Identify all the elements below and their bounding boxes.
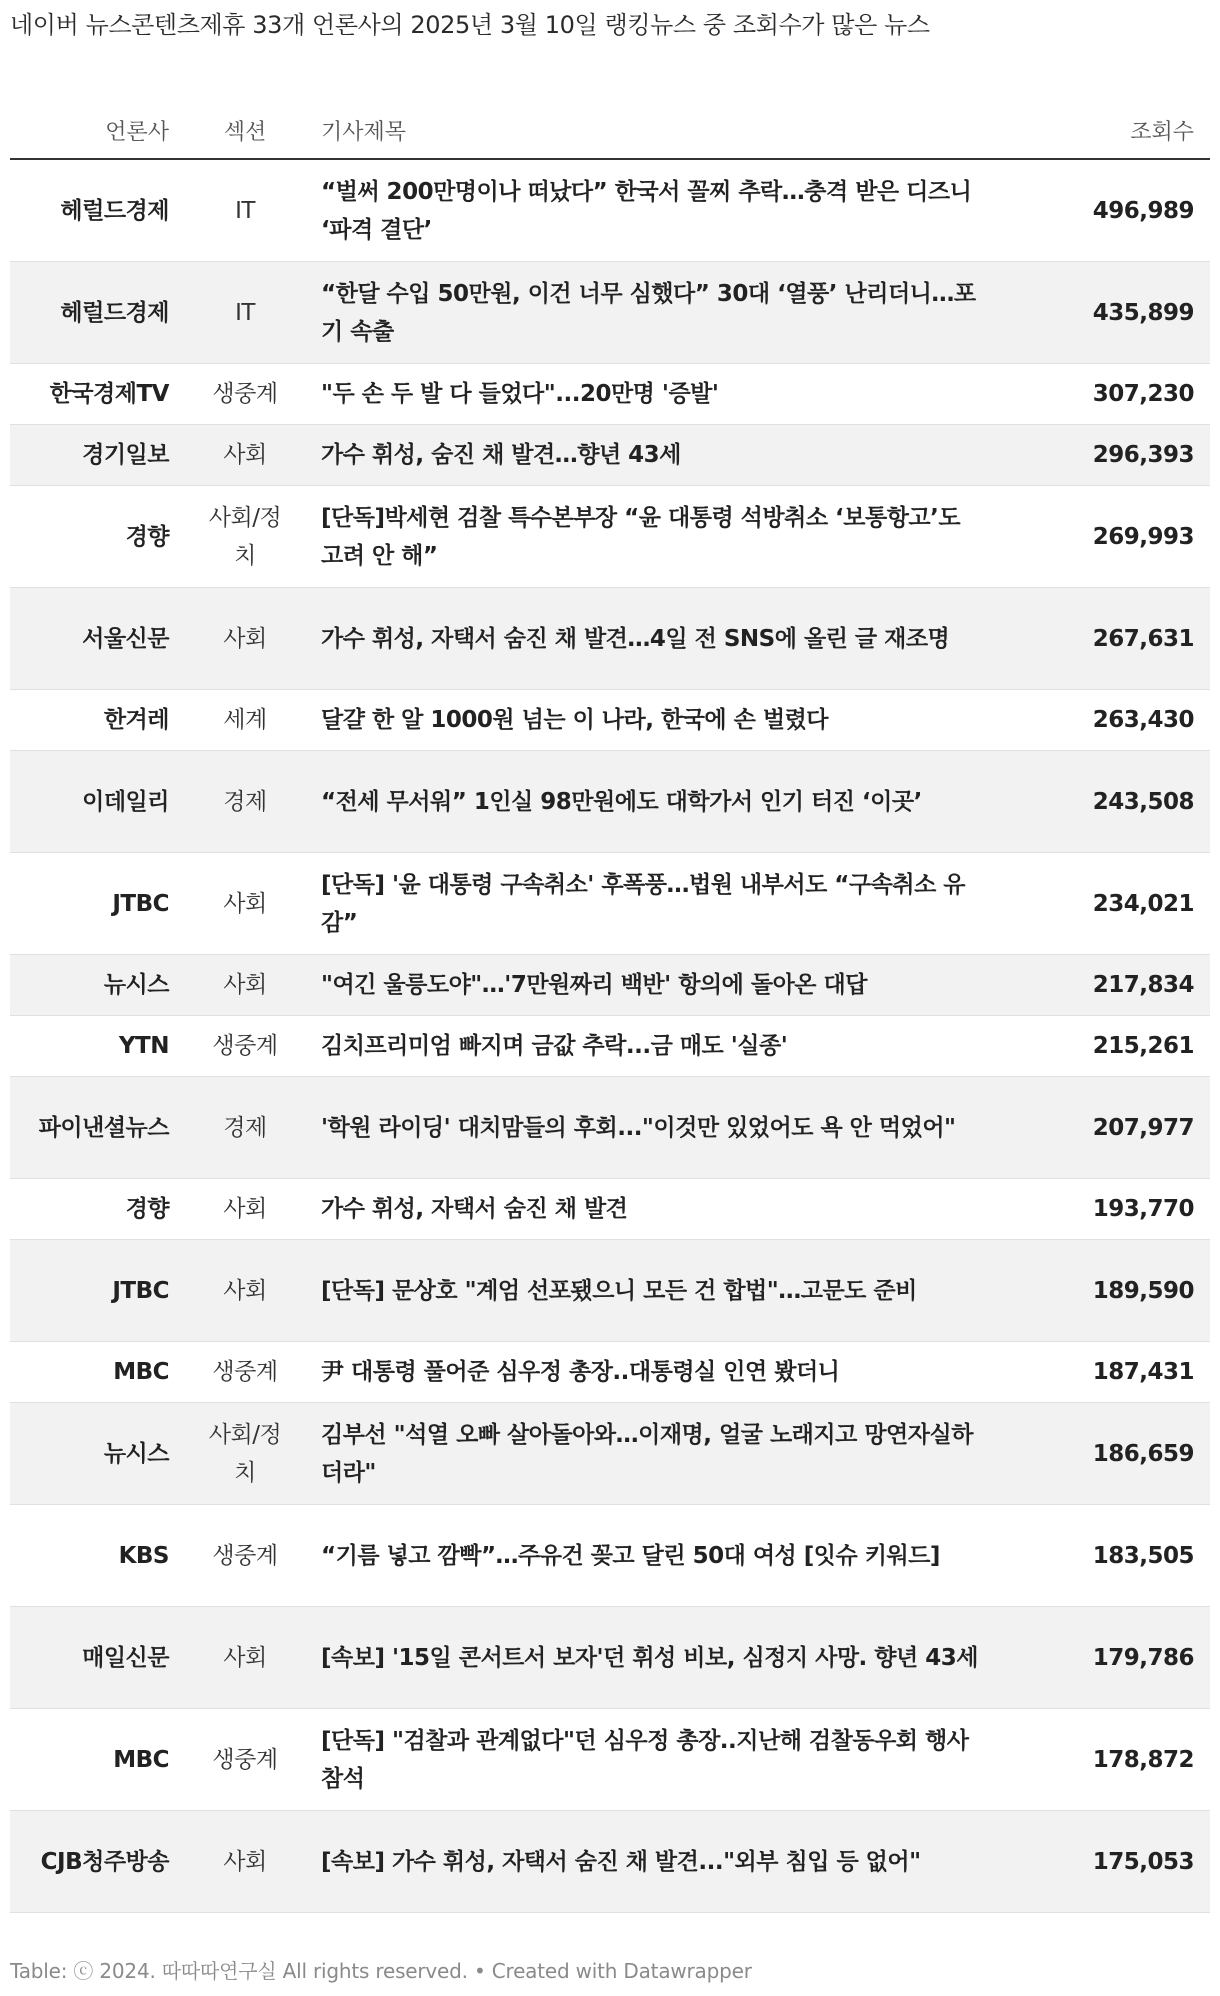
cell-publisher: 한겨레 <box>10 690 185 751</box>
cell-headline: “기름 넣고 깜빡”…주유건 꽂고 달린 50대 여성 [잇슈 키워드] <box>305 1505 1005 1607</box>
cell-publisher: 헤럴드경제 <box>10 159 185 262</box>
cell-headline: 가수 휘성, 자택서 숨진 채 발견 <box>305 1179 1005 1240</box>
cell-views: 496,989 <box>1005 159 1210 262</box>
cell-publisher: 이데일리 <box>10 751 185 853</box>
table-header-row <box>10 102 1210 159</box>
table-footer-credit: Table: ⓒ 2024. 따따따연구실 All rights reserved. • Created with Datawrapper <box>10 1959 752 1983</box>
cell-views: 215,261 <box>1005 1016 1210 1077</box>
table-row <box>10 1709 1210 1811</box>
cell-headline: 달걀 한 알 1000원 넘는 이 나라, 한국에 손 벌렸다 <box>305 690 1005 751</box>
cell-publisher: 매일신문 <box>10 1607 185 1709</box>
cell-section: 경제 <box>185 1077 305 1179</box>
cell-publisher: KBS <box>10 1505 185 1607</box>
table-row <box>10 955 1210 1016</box>
cell-section: 생중계 <box>185 364 305 425</box>
column-header-views[interactable]: 조회수 <box>1005 102 1210 159</box>
table-row <box>10 1016 1210 1077</box>
cell-section: 생중계 <box>185 1709 305 1811</box>
table-row <box>10 588 1210 690</box>
cell-views: 186,659 <box>1005 1403 1210 1505</box>
cell-headline: "두 손 두 발 다 들었다"...20만명 '증발' <box>305 364 1005 425</box>
table-row <box>10 262 1210 364</box>
cell-views: 179,786 <box>1005 1607 1210 1709</box>
cell-section: 사회 <box>185 955 305 1016</box>
cell-publisher: YTN <box>10 1016 185 1077</box>
cell-headline: [속보] '15일 콘서트서 보자'던 휘성 비보, 심정지 사망. 향년 43세 <box>305 1607 1005 1709</box>
cell-headline: [속보] 가수 휘성, 자택서 숨진 채 발견..."외부 침입 등 없어" <box>305 1811 1005 1913</box>
cell-section: IT <box>185 262 305 364</box>
cell-section: 경제 <box>185 751 305 853</box>
table-row <box>10 853 1210 955</box>
table-row <box>10 159 1210 262</box>
table-row <box>10 364 1210 425</box>
cell-publisher: JTBC <box>10 853 185 955</box>
cell-views: 175,053 <box>1005 1811 1210 1913</box>
table-row <box>10 1811 1210 1913</box>
cell-views: 187,431 <box>1005 1342 1210 1403</box>
cell-section: 사회 <box>185 1240 305 1342</box>
cell-headline: “벌써 200만명이나 떠났다” 한국서 꼴찌 추락…충격 받은 디즈니 ‘파격 결단’ <box>305 159 1005 262</box>
cell-publisher: CJB청주방송 <box>10 1811 185 1913</box>
cell-headline: [단독] 문상호 "계엄 선포됐으니 모든 건 합법"…고문도 준비 <box>305 1240 1005 1342</box>
ranking-news-table <box>10 102 1210 1913</box>
cell-publisher: 한국경제TV <box>10 364 185 425</box>
table-row <box>10 690 1210 751</box>
cell-views: 193,770 <box>1005 1179 1210 1240</box>
cell-views: 296,393 <box>1005 425 1210 486</box>
cell-views: 267,631 <box>1005 588 1210 690</box>
cell-publisher: 파이낸셜뉴스 <box>10 1077 185 1179</box>
cell-views: 307,230 <box>1005 364 1210 425</box>
cell-headline: 가수 휘성, 자택서 숨진 채 발견…4일 전 SNS에 올린 글 재조명 <box>305 588 1005 690</box>
cell-publisher: 서울신문 <box>10 588 185 690</box>
table-row <box>10 1240 1210 1342</box>
cell-publisher: 경향 <box>10 1179 185 1240</box>
table-row <box>10 1342 1210 1403</box>
cell-publisher: 뉴시스 <box>10 955 185 1016</box>
cell-publisher: 뉴시스 <box>10 1403 185 1505</box>
cell-headline: [단독] "검찰과 관계없다"던 심우정 총장..지난해 검찰동우회 행사 참석 <box>305 1709 1005 1811</box>
table-row <box>10 1607 1210 1709</box>
cell-section: 사회 <box>185 1179 305 1240</box>
cell-views: 243,508 <box>1005 751 1210 853</box>
cell-views: 269,993 <box>1005 486 1210 588</box>
column-header-headline[interactable]: 기사제목 <box>305 102 1005 159</box>
cell-section: 세계 <box>185 690 305 751</box>
cell-views: 178,872 <box>1005 1709 1210 1811</box>
cell-headline: “전세 무서워” 1인실 98만원에도 대학가서 인기 터진 ‘이곳’ <box>305 751 1005 853</box>
table-row <box>10 486 1210 588</box>
cell-views: 435,899 <box>1005 262 1210 364</box>
cell-headline: “한달 수입 50만원, 이건 너무 심했다” 30대 ‘열풍’ 난리더니…포기 속출 <box>305 262 1005 364</box>
cell-publisher: 경향 <box>10 486 185 588</box>
column-header-publisher[interactable]: 언론사 <box>10 102 185 159</box>
cell-publisher: JTBC <box>10 1240 185 1342</box>
cell-section: 사회/정치 <box>185 486 305 588</box>
cell-publisher: 경기일보 <box>10 425 185 486</box>
cell-section: 사회 <box>185 853 305 955</box>
cell-section: 사회 <box>185 1607 305 1709</box>
cell-views: 183,505 <box>1005 1505 1210 1607</box>
cell-headline: [단독]박세현 검찰 특수본부장 “윤 대통령 석방취소 ‘보통항고’도 고려 안 해” <box>305 486 1005 588</box>
cell-headline: 김치프리미엄 빠지며 금값 추락...금 매도 '실종' <box>305 1016 1005 1077</box>
cell-section: 생중계 <box>185 1505 305 1607</box>
cell-headline: 尹 대통령 풀어준 심우정 총장..대통령실 인연 봤더니 <box>305 1342 1005 1403</box>
cell-publisher: MBC <box>10 1709 185 1811</box>
cell-section: IT <box>185 159 305 262</box>
table-row <box>10 1077 1210 1179</box>
cell-section: 사회/정치 <box>185 1403 305 1505</box>
cell-publisher: 헤럴드경제 <box>10 262 185 364</box>
cell-views: 234,021 <box>1005 853 1210 955</box>
table-row <box>10 425 1210 486</box>
cell-headline: 김부선 "석열 오빠 살아돌아와…이재명, 얼굴 노래지고 망연자실하더라" <box>305 1403 1005 1505</box>
cell-section: 생중계 <box>185 1342 305 1403</box>
cell-views: 263,430 <box>1005 690 1210 751</box>
cell-section: 사회 <box>185 588 305 690</box>
cell-headline: "여긴 울릉도야"…'7만원짜리 백반' 항의에 돌아온 대답 <box>305 955 1005 1016</box>
table-row <box>10 1505 1210 1607</box>
cell-section: 생중계 <box>185 1016 305 1077</box>
cell-section: 사회 <box>185 1811 305 1913</box>
table-row <box>10 1403 1210 1505</box>
cell-headline: 가수 휘성, 숨진 채 발견…향년 43세 <box>305 425 1005 486</box>
table-row <box>10 751 1210 853</box>
cell-section: 사회 <box>185 425 305 486</box>
table-row <box>10 1179 1210 1240</box>
table-body <box>10 159 1210 1913</box>
cell-publisher: MBC <box>10 1342 185 1403</box>
table-title: 네이버 뉴스콘텐츠제휴 33개 언론사의 2025년 3월 10일 랭킹뉴스 중 조회수가 많은 뉴스 <box>10 11 930 39</box>
cell-headline: [단독] '윤 대통령 구속취소' 후폭풍…법원 내부서도 “구속취소 유감” <box>305 853 1005 955</box>
cell-headline: '학원 라이딩' 대치맘들의 후회..."이것만 있었어도 욕 안 먹었어" <box>305 1077 1005 1179</box>
cell-views: 207,977 <box>1005 1077 1210 1179</box>
cell-views: 189,590 <box>1005 1240 1210 1342</box>
column-header-section[interactable]: 섹션 <box>185 102 305 159</box>
cell-views: 217,834 <box>1005 955 1210 1016</box>
